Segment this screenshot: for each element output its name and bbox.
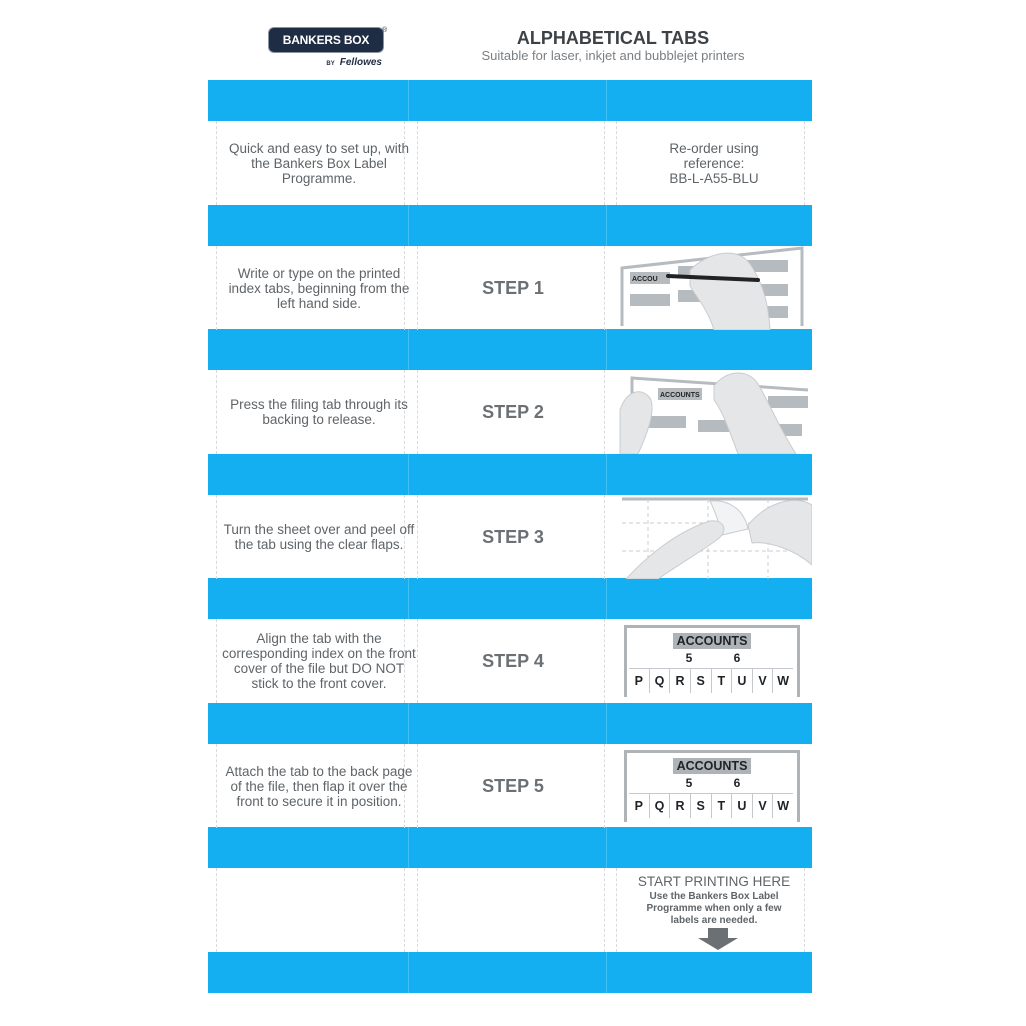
step-instruction: Write or type on the printed index tabs, beginning from the left hand side. (228, 265, 410, 311)
logo-byline (326, 57, 382, 68)
step-row (208, 246, 812, 330)
tab-number: 5 (685, 776, 693, 790)
start-title: START PRINTING HERE (637, 874, 791, 889)
file-tab-example (624, 625, 800, 697)
tab-band (208, 80, 812, 121)
index-letters (629, 793, 793, 818)
page-title: ALPHABETICAL TABS (516, 28, 710, 48)
step-instruction: Turn the sheet over and peel off the tab using the clear flaps. (223, 522, 415, 552)
bankers-box-logo (268, 27, 386, 71)
index-letter: R (669, 669, 690, 693)
tab-band (208, 827, 812, 868)
step-label: STEP 5 (482, 775, 544, 796)
tab-number: 6 (733, 776, 741, 790)
peel-tab-illustration (618, 495, 812, 579)
accounts-tab: ACCOUNTS (673, 633, 751, 649)
step-label: STEP 3 (482, 526, 544, 547)
reorder-reference: Re-order using reference: BB-L-A55-BLU (669, 140, 759, 186)
tab-band (208, 329, 812, 370)
intro-row (208, 121, 812, 205)
start-row (208, 868, 812, 952)
index-letter: R (669, 794, 690, 818)
illus-label: ACCOUNTS (660, 392, 700, 399)
index-letter: P (634, 799, 643, 813)
index-letter: Q (649, 669, 670, 693)
logo-brand: Fellowes (339, 57, 382, 68)
step-instruction: Align the tab with the corresponding index on the front cover of the file but DO NOT stick to the front cover. (222, 631, 416, 691)
step-label: STEP 1 (482, 277, 544, 298)
start-printing-note (616, 874, 812, 927)
index-letter: W (772, 794, 793, 818)
tab-band (208, 703, 812, 744)
step-label: STEP 2 (482, 401, 544, 422)
accounts-tab: ACCOUNTS (673, 758, 751, 774)
index-letter: W (772, 669, 793, 693)
index-letter: V (752, 669, 773, 693)
tab-numbers (665, 776, 761, 790)
tab-band (208, 205, 812, 246)
step-row (208, 619, 812, 703)
tab-band (208, 952, 812, 993)
tab-number: 5 (685, 651, 693, 665)
logo-badge: BANKERS BOX (268, 27, 384, 53)
index-letter: V (752, 794, 773, 818)
index-letter: U (731, 794, 752, 818)
label-sheet (208, 80, 812, 994)
index-letter: S (690, 669, 711, 693)
step-label: STEP 4 (482, 650, 544, 671)
step-row (208, 370, 812, 454)
index-letter: T (711, 669, 732, 693)
step-row (208, 495, 812, 579)
step-instruction: Attach the tab to the back page of the file, then flap it over the front to secure it in position. (225, 763, 413, 809)
intro-text: Quick and easy to set up, with the Bankers Box Label Programme. (228, 140, 410, 186)
arrow-down-icon (696, 928, 740, 950)
start-body: Use the Bankers Box Label Programme when only a few labels are needed. (646, 891, 782, 926)
file-tab-example (624, 750, 800, 822)
press-tab-illustration (618, 370, 812, 454)
logo-registered-mark: ® (382, 27, 388, 34)
tab-numbers (665, 651, 761, 665)
index-letter: T (711, 794, 732, 818)
index-letters (629, 668, 793, 693)
page-subtitle: Suitable for laser, inkjet and bubblejet printers (481, 48, 745, 63)
tab-band (208, 454, 812, 495)
step-instruction: Press the filing tab through its backing to release. (230, 397, 408, 427)
index-letter: Q (649, 794, 670, 818)
index-letter: U (731, 669, 752, 693)
logo-by: BY (326, 61, 335, 67)
index-letter: P (634, 674, 643, 688)
tab-number: 6 (733, 651, 741, 665)
step-row (208, 744, 812, 828)
tab-band (208, 578, 812, 619)
illus-label: ACCOU (632, 276, 658, 283)
index-letter: S (690, 794, 711, 818)
write-on-tab-illustration (618, 246, 812, 330)
